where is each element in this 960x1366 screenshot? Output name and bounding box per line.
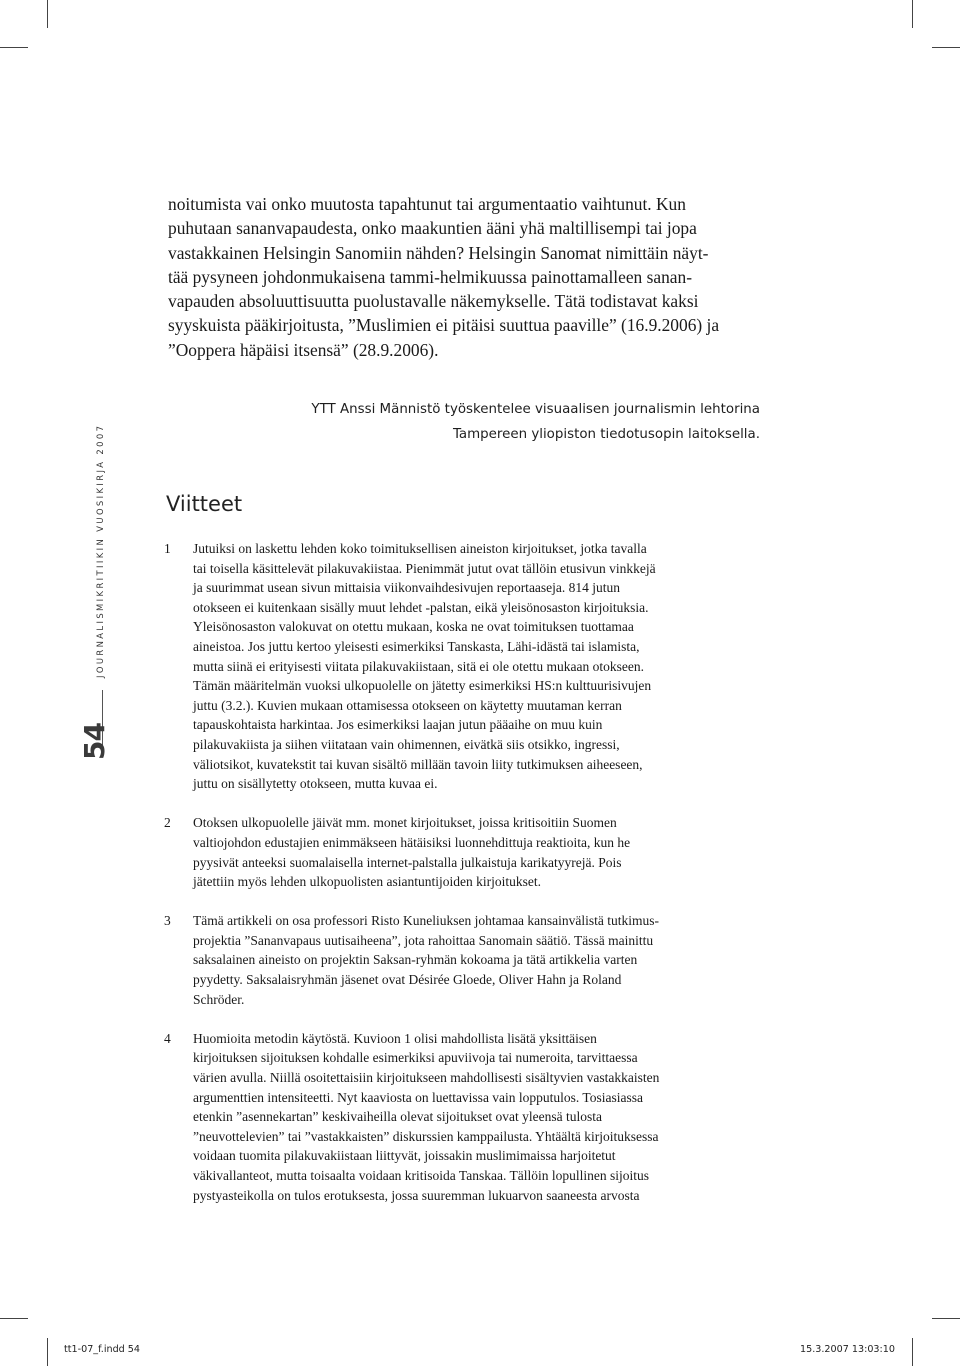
crop-mark bbox=[932, 47, 960, 48]
publication-title: JOURNALISMIKRITIIKIN VUOSIKIRJA 2007 bbox=[95, 423, 105, 678]
footnote-line: tapauskohtaista harkintaa. Jos esimerkiksi laajan jutun pääaihe on muu kuin bbox=[193, 717, 603, 733]
footnote-line: ”neuvottelevien” tai ”vastakkaisten” diskurssien kamppailusta. Yhtäältä kirjoituksessa bbox=[193, 1128, 659, 1144]
author-bio bbox=[200, 397, 760, 447]
footnote-line: Tämä artikkeli on osa professori Risto Kuneliuksen johtamaa kansainvälistä tutkimus- bbox=[193, 913, 660, 929]
footnote-line: Yleisönosaston valokuvat on otettu mukaan, koska ne ovat toimituksen tuottamaa bbox=[193, 619, 634, 635]
intro-line: noitumista vai onko muutosta tapahtunut tai argumentaatio vaihtunut. Kun bbox=[168, 194, 686, 214]
footnote-line: Jutuiksi on laskettu lehden koko toimituksellisen aineiston kirjoitukset, jotka tavalla bbox=[193, 541, 647, 556]
page-number-box bbox=[78, 723, 114, 760]
crop-mark bbox=[47, 1338, 48, 1366]
footnote-line: pystyasteikolla on tulos erotuksesta, jossa suuremman lukuarvon saaneesta arvosta bbox=[193, 1187, 640, 1203]
intro-line: puhutaan sananvapaudesta, onko maakuntien ääni yhä maltillisempi tai jopa bbox=[168, 218, 697, 239]
crop-mark bbox=[47, 0, 48, 28]
footnote-line: juttu on sisällytetty otokseen, mutta kuvaa ei. bbox=[193, 776, 438, 792]
crop-mark bbox=[912, 1338, 913, 1366]
footnote-line: mutta siinä ei erityisesti viitata pilakuvakiistaan, sitä ei ole otettu mukaan otokseen. bbox=[193, 658, 645, 674]
footnote-line: valtiojohdon edustajien enimmäkseen hätäisiksi luonnehdittuja reaktioita, kun he bbox=[193, 834, 631, 850]
footnote bbox=[164, 813, 764, 891]
footnote-line: argumenttien intensiteetti. Nyt kaaviosta on luettavissa vain lopputulos. Tosiasiassa bbox=[193, 1089, 643, 1105]
crop-mark bbox=[0, 47, 28, 48]
footnote bbox=[164, 911, 764, 1009]
footnote-line: Schröder. bbox=[193, 991, 245, 1007]
footnote-line: pilakuvakiista ja siihen viitataan vain ohimennen, eivätkä siis otsikko, ingressi, bbox=[193, 736, 620, 752]
crop-mark bbox=[0, 1318, 28, 1319]
footnote bbox=[164, 1029, 764, 1205]
footnote-number: 1 bbox=[164, 541, 171, 556]
footnote-line: Otoksen ulkopuolelle jäivät mm. monet kirjoitukset, joissa kritisoitiin Suomen bbox=[193, 815, 617, 831]
author-bio-line: Tampereen yliopiston tiedotusopin laitoksella. bbox=[452, 427, 760, 442]
footnote-line: väliotsikot, kuvatekstit tai kuvan sisältö millään tavoin liity tutkimuksen aiheeseen, bbox=[193, 756, 643, 772]
footnote-line: tai toisella käsittelevät pilakuvakiistaa. Pienimmät jutut ovat tällöin etusivun vinkkejä bbox=[193, 560, 656, 576]
footnote-line: värien avulla. Niillä osoitettaisiin kirjoitukseen mahdollisesti sisältyvien vastakkaisten bbox=[193, 1070, 660, 1086]
footnote-number: 2 bbox=[164, 815, 171, 831]
crop-mark bbox=[912, 0, 913, 28]
footnote-line: juttu (3.2.). Kuvien mukaan ottamisessa otokseen on käytetty muutaman kerran bbox=[193, 697, 622, 713]
footnote-line: kirjoituksen sijoituksen kohdalle esimerkiksi apuviivoja tai numeroita, tarvittaessa bbox=[193, 1050, 638, 1066]
intro-line: vapauden absoluuttisuutta puolustavalle näkemykselle. Tätä todistavat kaksi bbox=[168, 291, 699, 312]
footnote-line: voidaan tuomita pilakuvakiistaan liittyvät, joissakin muslimimaissa harjoitetut bbox=[193, 1148, 616, 1164]
footnote-number: 3 bbox=[164, 913, 171, 929]
footnote-number: 4 bbox=[164, 1030, 171, 1046]
slug-date: 15.3.2007 13:03:10 bbox=[800, 1344, 895, 1355]
crop-mark bbox=[932, 1318, 960, 1319]
slug-file: tt1-07_f.indd 54 bbox=[64, 1344, 141, 1355]
footnote-line: väkivallanteot, mutta toisaalta voidaan kritisoida Tanskaa. Tällöin lopullinen sijoitus bbox=[193, 1168, 649, 1183]
footnote bbox=[164, 539, 764, 794]
page-number: 54 bbox=[78, 723, 111, 760]
intro-line: syyskuista pääkirjoitusta, ”Muslimien ei pitäisi suuttua paaville” (16.9.2006) ja bbox=[168, 315, 720, 336]
footnote-line: pyysivät anteeksi suomalaisella internet-palstalla julkaistuja karikatyyrejä. Pois bbox=[193, 854, 622, 870]
footnote-line: jätettiin myös lehden ulkopuolisten asiantuntijoiden kirjoitukset. bbox=[193, 874, 541, 890]
author-bio-line: YTT Anssi Männistö työskentelee visuaalisen journalismin lehtorina bbox=[311, 402, 760, 417]
footnote-line: saksalainen aineisto on projektin Saksan-ryhmän kokoama ja tätä artikkelia varten bbox=[193, 952, 638, 968]
footnote-line: aineistoa. Jos juttu kertoo yleisesti esimerkiksi Tanskasta, Lähi-idästä tai islamista, bbox=[193, 638, 640, 654]
footnote-line: projektia ”Sananvapaus uutisaiheena”, jota rahoittaa Sanomain säätiö. Tässä mainittu bbox=[193, 932, 654, 948]
footnote-line: Huomioita metodin käytöstä. Kuvioon 1 olisi mahdollista lisätä yksittäisen bbox=[193, 1030, 597, 1046]
intro-paragraph bbox=[168, 192, 768, 362]
footnotes-list bbox=[164, 539, 764, 1225]
footnote-line: otokseen ei kuitenkaan sisälly muut lehdet -palstan, eikä yleisönosaston kirjoituksia. bbox=[193, 599, 649, 615]
footnote-line: Tämän määritelmän vuoksi ulkopuolelle on jätetty esimerkiksi HS:n kulttuurisivujen bbox=[193, 678, 652, 694]
intro-line: vastakkainen Helsingin Sanomiin nähden? Helsingin Sanomat nimittäin näyt- bbox=[168, 242, 709, 263]
footnote-line: ja suurimmat usean sivun mittaisia viikonvaihdesivujen reportaaseja. 814 jutun bbox=[193, 580, 621, 596]
intro-line: tää pysyneen johdonmukaisena tammi-helmikuussa painottamalleen sanan- bbox=[168, 266, 692, 287]
section-title: Viitteet bbox=[166, 492, 243, 516]
intro-line: ”Ooppera häpäisi itsensä” (28.9.2006). bbox=[168, 339, 439, 360]
footnote-line: etenkin ”asennekartan” keskivaiheilla olevat sijoitukset ovat yleensä tulosta bbox=[193, 1109, 602, 1125]
footnote-line: pyydetty. Saksalaisryhmän jäsenet ovat Désirée Gloede, Oliver Hahn ja Roland bbox=[193, 972, 622, 988]
